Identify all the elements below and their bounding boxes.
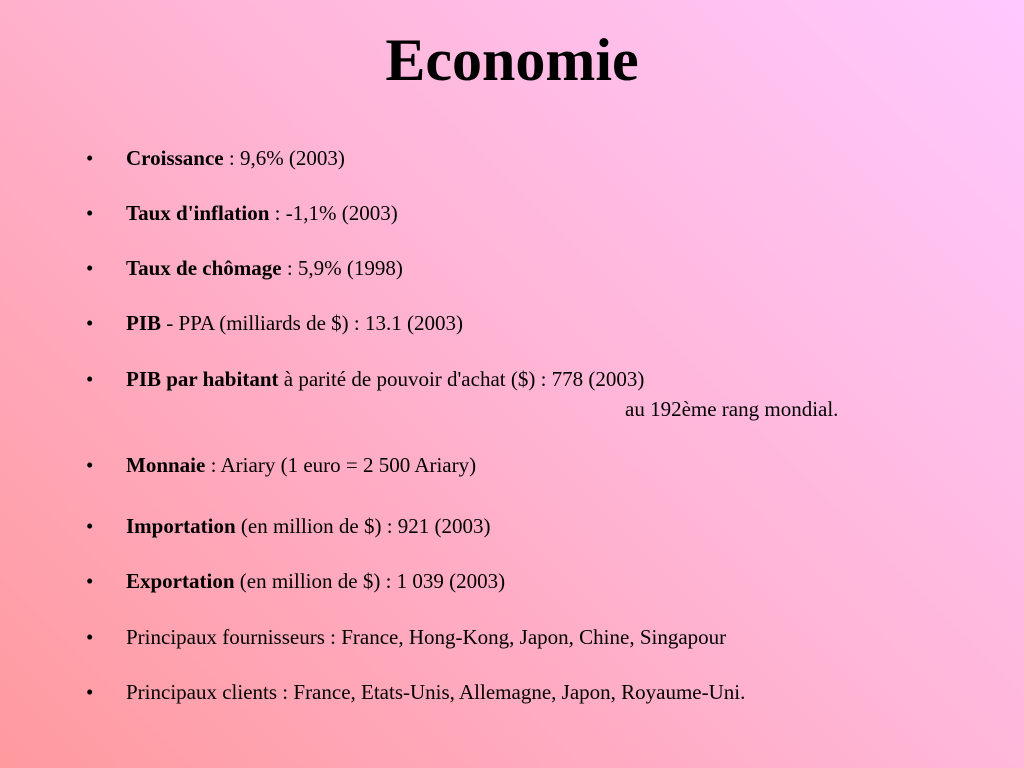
bullet-item-exportation — [86, 566, 506, 596]
bullet-label: Exportation — [126, 569, 235, 593]
bullet-item-monnaie — [86, 450, 477, 480]
bullet-dot-icon: • — [86, 569, 94, 593]
bullet-dot-icon: • — [86, 453, 94, 477]
bullet-dot-icon: • — [86, 367, 94, 391]
bullet-item-importation — [86, 511, 491, 541]
bullet-label: PIB par habitant — [126, 367, 279, 391]
bullet-item-chomage — [86, 253, 403, 283]
bullet-text: (en million de $) : 921 (2003) — [235, 514, 491, 538]
bullet-text: - PPA (milliards de $) : 13.1 (2003) — [161, 311, 463, 335]
bullet-label: Taux de chômage — [126, 256, 282, 280]
bullet-item-pib-habitant — [86, 364, 839, 421]
bullet-continuation: au 192ème rang mondial. — [625, 397, 839, 421]
bullet-text: : 5,9% (1998) — [281, 256, 403, 280]
bullet-text: Principaux fournisseurs : France, Hong-Kong, Japon, Chine, Singapour — [126, 625, 727, 649]
bullet-label: Taux d'inflation — [126, 201, 270, 225]
bullet-dot-icon: • — [86, 680, 94, 704]
bullet-item-fournisseurs — [86, 622, 727, 652]
bullet-text: Principaux clients : France, Etats-Unis, Allemagne, Japon, Royaume-Uni. — [126, 680, 746, 704]
bullet-dot-icon: • — [86, 201, 94, 225]
bullet-label: Importation — [126, 514, 236, 538]
bullet-text: : Ariary (1 euro = 2 500 Ariary) — [205, 453, 477, 477]
slide-title: Economie — [385, 27, 639, 93]
bullet-dot-icon: • — [86, 625, 94, 649]
bullet-label: PIB — [126, 311, 162, 335]
bullet-label: Croissance — [126, 146, 224, 170]
bullet-item-pib — [86, 308, 463, 338]
bullet-dot-icon: • — [86, 256, 94, 280]
bullet-item-clients — [86, 677, 746, 707]
bullet-dot-icon: • — [86, 514, 94, 538]
bullet-dot-icon: • — [86, 311, 94, 335]
bullet-item-croissance — [86, 143, 345, 173]
bullet-text: : 9,6% (2003) — [223, 146, 345, 170]
bullet-label: Monnaie — [126, 453, 206, 477]
bullet-text: (en million de $) : 1 039 (2003) — [234, 569, 506, 593]
bullet-item-inflation — [86, 198, 398, 228]
bullet-dot-icon: • — [86, 146, 94, 170]
bullet-text: à parité de pouvoir d'achat ($) : 778 (2003) — [278, 367, 645, 391]
bullet-text: : -1,1% (2003) — [269, 201, 398, 225]
